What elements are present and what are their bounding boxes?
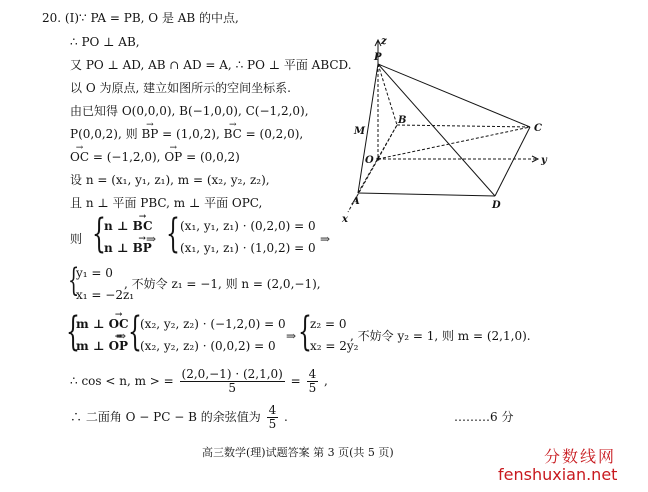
point-o [376,157,379,160]
line-10-label: 则 [70,232,83,246]
vector-op: → OP [164,150,182,164]
condition-m-op: m ⊥ → OP [76,339,128,353]
page-footer: 高三数学(理)试题答案 第 3 页(共 5 页) [202,446,394,459]
score-label: ………6 分 [454,410,514,424]
fraction-cosine: $\frac{(2,0,-1) \cdot (2,1,0)}{5}$ [181,367,283,395]
label-p: P [374,52,382,63]
left-brace: { [92,211,106,257]
edge-dc [495,127,530,196]
line-8: 设 n = (x₁, y₁, z₁), m = (x₂, y₂, z₂), [70,173,270,187]
line-6: P(0,0,2), 则 → BP = (1,0,2), → BC = (0,2,0), [70,127,303,141]
line-cosine: ∴ cos < n, m > = $\frac{(2,0,-1) \cdot (2,1,0)}{5}$ = $\frac{4}{5}$ , [70,367,328,395]
condition-n-bc: n ⊥ → BC [104,219,153,233]
label-x: x [342,214,348,225]
label-m: M [354,126,366,137]
implies-arrow: ⇒ [116,329,127,343]
left-brace: { [166,211,180,257]
equation-m-1: (x₂, y₂, z₂) · (−1,2,0) = 0 [140,317,286,331]
line-9: 且 n ⊥ 平面 PBC, m ⊥ 平面 OPC, [70,196,263,210]
left-brace: { [298,309,312,355]
pyramid-figure [340,30,560,230]
result-x2: x₂ = 2y₂ [310,339,359,353]
line-1: 20. (Ⅰ)∵ PA = PB, O 是 AB 的中点, [42,11,239,25]
label-c: C [534,123,542,134]
result-y1: y₁ = 0 [76,266,113,280]
condition-m-oc: m ⊥ → OC [76,317,129,331]
watermark-chinese: 分数线网 [544,447,617,466]
result-z2: z₂ = 0 [310,317,347,331]
edge-bc [397,125,530,127]
line-7: → OC = (−1,2,0), → OP = (0,0,2) [70,150,240,164]
left-brace: { [66,309,80,355]
equation-n-2: (x₁, y₁, z₁) · (1,0,2) = 0 [180,241,316,255]
label-b: B [398,115,407,126]
label-d: D [492,200,501,211]
line-4: 以 O 为原点, 建立如图所示的空间坐标系. [70,81,291,95]
watermark-url: fenshuxian.net [498,465,618,484]
vector-bp: → BP [141,127,158,141]
label-a: A [352,196,360,207]
implies-arrow: ⇒ [146,232,157,246]
result-n: , 不妨令 z₁ = −1, 则 n = (2,0,−1), [124,277,321,291]
result-m: , 不妨令 y₂ = 1, 则 m = (2,1,0). [350,329,531,343]
condition-n-bp: n ⊥ → BP [104,241,152,255]
fraction-answer: $\frac{4}{5}$ [268,403,277,431]
left-brace: { [128,309,142,355]
label-z: z [381,36,387,47]
vector-oc: → OC [70,150,89,164]
edge-pd [378,64,495,196]
line-5: 由已知得 O(0,0,0), B(−1,0,0), C(−1,2,0), [70,104,309,118]
equation-m-2: (x₂, y₂, z₂) · (0,0,2) = 0 [140,339,276,353]
edge-oc [378,127,530,159]
label-o: O [365,155,374,166]
left-brace: { [68,261,80,299]
result-x1: x₁ = −2z₁ [76,288,135,302]
label-y: y [541,155,547,166]
equation-n-1: (x₁, y₁, z₁) · (0,2,0) = 0 [180,219,316,233]
edge-ad [358,193,495,196]
line-conclusion: ∴ 二面角 O − PC − B 的余弦值为 $\frac{4}{5}$ . [70,403,288,431]
implies-arrow: ⇒ [320,232,331,246]
line-3: 又 PO ⊥ AD, AB ∩ AD = A, ∴ PO ⊥ 平面 ABCD. [70,58,352,72]
line-2: ∴ PO ⊥ AB, [70,35,140,49]
implies-arrow: ⇒ [286,329,297,343]
vector-bc: → BC [224,127,242,141]
edge-pb [378,64,397,125]
fraction-four-fifths: $\frac{4}{5}$ [308,367,317,395]
